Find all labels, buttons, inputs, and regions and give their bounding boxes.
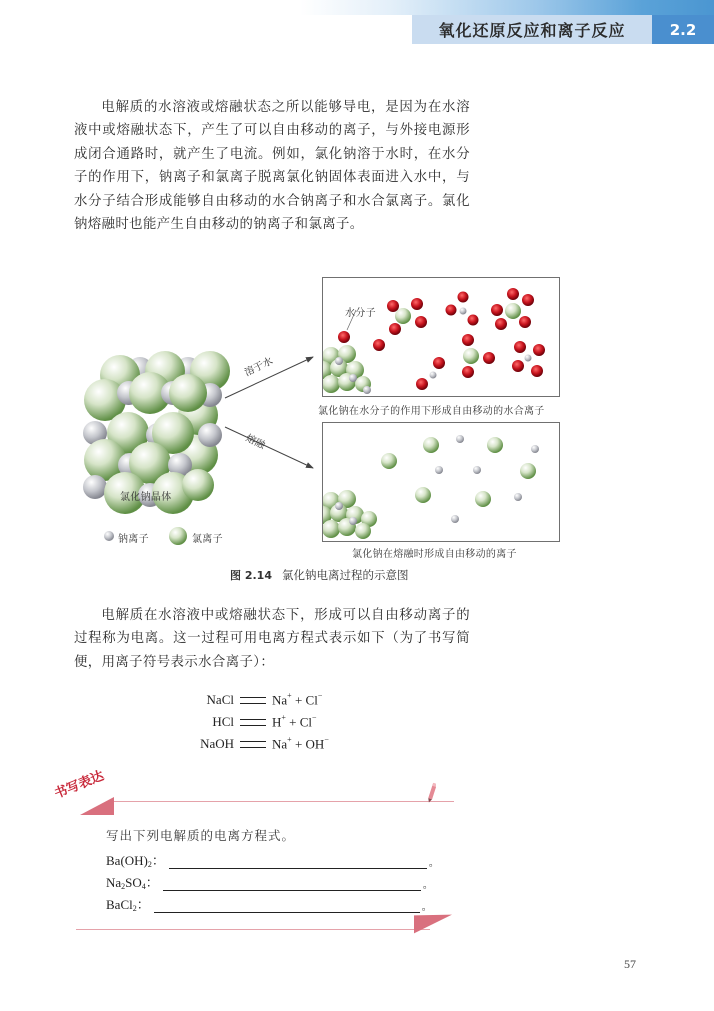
molten-ions-graphic xyxy=(323,423,559,541)
equation-rhs: Na+ + OH− xyxy=(272,734,329,752)
section-title: 氧化还原反应和离子反应 xyxy=(412,15,652,44)
answer-blank[interactable] xyxy=(154,898,420,913)
formula: Ba(OH) xyxy=(106,853,148,868)
equation-lhs: HCl xyxy=(212,714,234,729)
water-molecule-label: 水分子 xyxy=(345,308,376,319)
panel-bottom-caption: 氯化钠在熔融时形成自由移动的离子 xyxy=(352,549,517,560)
paragraph-text: 电解质的水溶液或熔融状态之所以能够导电，是因为在水溶液中或熔融状态下，产生了可以自由移动的离子，与外接电源形成闭合通路时，就产生了电流。例如，氯化钠溶于水时，在水分子的作用下，钠离子和氯离子脱离氯化钠固体表面进入水中，与水分子结合形成能够自由移动的水合钠离子和水合氯离子。氯化钠熔融时也能产生自由移动的钠离子和氯离子。 xyxy=(74,100,470,233)
paragraph-text: 电解质在水溶液中或熔融状态下，形成可以自由移动离子的过程称为电离。这一过程可用电离方程式表示如下（为了书写简便，用离子符号表示水合离子）： xyxy=(74,608,470,670)
figure-caption xyxy=(230,567,408,583)
paragraph-ionization-cause xyxy=(74,96,470,236)
section-number: 2.2 xyxy=(652,15,714,44)
figure-nacl-ionization xyxy=(70,275,570,590)
pencil-icon xyxy=(428,782,436,804)
formula: BaCl xyxy=(106,897,133,912)
exercise-top-rule xyxy=(114,801,454,802)
panel-top-caption: 氯化钠在水分子的作用下形成自由移动的水合离子 xyxy=(318,406,545,417)
exercise-badge-triangle xyxy=(80,797,114,815)
paragraph-ionization-definition xyxy=(74,604,470,674)
equation-row xyxy=(180,712,317,732)
equals-sign-icon xyxy=(240,741,266,748)
legend-sodium-icon xyxy=(104,531,114,541)
page-number: 57 xyxy=(624,957,636,971)
equation-rhs: H+ + Cl− xyxy=(272,712,317,730)
legend-chloride-label: 氯离子 xyxy=(192,534,223,545)
hydrated-ions-graphic xyxy=(323,278,559,396)
arrow-melt xyxy=(225,427,313,468)
formula: Na xyxy=(106,875,122,890)
equals-sign-icon xyxy=(240,719,266,726)
arrow-label-dissolve: 溶于水 xyxy=(242,355,275,379)
equation-lhs: NaOH xyxy=(200,736,234,751)
answer-blank[interactable] xyxy=(169,854,427,869)
panel-molten-ions xyxy=(322,422,560,542)
equation-row xyxy=(180,734,329,754)
figure-number: 图 2.14 xyxy=(230,569,272,582)
arrow-label-melt: 熔融 xyxy=(243,432,267,452)
equals-sign-icon xyxy=(240,697,266,704)
equation-row xyxy=(180,690,322,710)
exercise-bottom-rule xyxy=(76,929,430,930)
crystal-label: 氯化钠晶体 xyxy=(120,492,172,503)
answer-blank[interactable] xyxy=(163,876,421,891)
panel-hydrated-ions xyxy=(322,277,560,397)
exercise-prompt: 写出下列电解质的电离方程式。 xyxy=(106,828,296,843)
exercise-item-baoh2: Ba(OH) $_2$ ： 。 xyxy=(106,853,439,869)
equation-rhs: Na+ + Cl− xyxy=(272,690,323,708)
exercise-item-bacl2: BaCl $_2$ ： 。 xyxy=(106,897,432,913)
exercise-item-na2so4: Na $_2$ SO $_4$ ： 。 xyxy=(106,875,433,891)
legend-chloride-icon xyxy=(169,527,187,545)
exercise-badge: 书写表达 xyxy=(52,768,107,802)
equation-lhs: NaCl xyxy=(206,692,234,707)
figure-title: 氯化钠电离过程的示意图 xyxy=(281,568,409,582)
legend-sodium-label: 钠离子 xyxy=(118,534,149,545)
header-gradient-bar xyxy=(0,0,714,15)
